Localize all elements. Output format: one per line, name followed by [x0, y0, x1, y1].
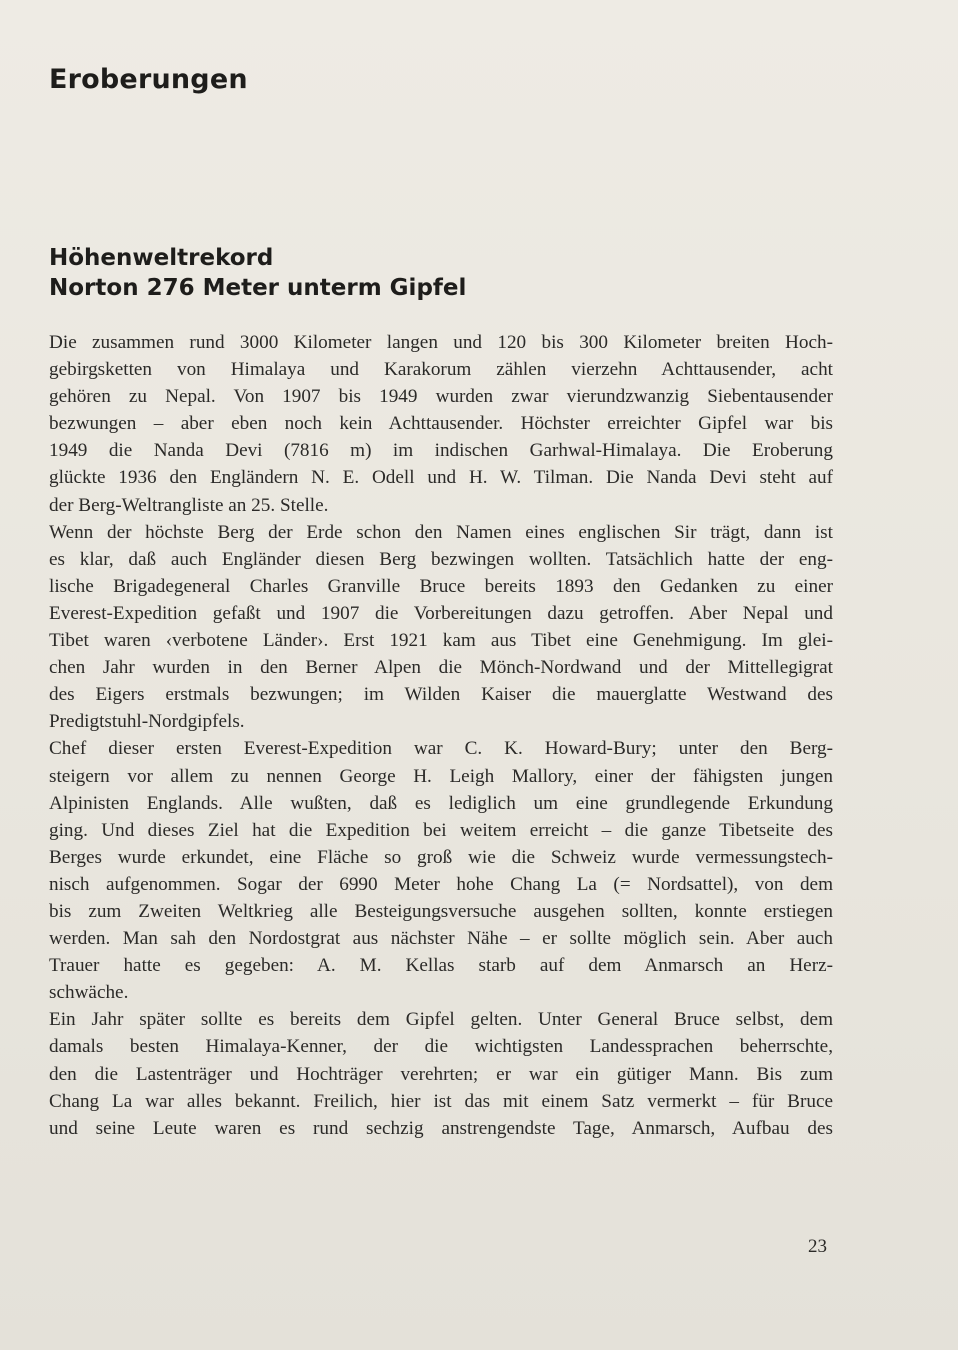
body-line: der Berg-Weltrangliste an 25. Stelle.	[49, 494, 329, 516]
article-headline	[49, 243, 466, 303]
headline-line-2: Norton 276 Meter unterm Gipfel	[49, 275, 467, 301]
body-line: Tibet waren ‹verbotene Länder›. Erst 1921 kam aus Tibet eine Genehmigung. Im glei-	[49, 630, 833, 652]
body-line: Wenn der höchste Berg der Erde schon den Namen eines englischen Sir trägt, dann ist	[49, 521, 833, 543]
headline-line-1: Höhenweltrekord	[49, 245, 274, 271]
body-text	[49, 329, 833, 1142]
body-line: bezwungen – aber eben noch kein Achttausender. Höchster erreichter Gipfel war bis	[49, 413, 833, 435]
body-line: Chang La war alles bekannt. Freilich, hier ist das mit einem Satz vermerkt – für Bruce	[49, 1090, 833, 1112]
section-title: Eroberungen	[49, 64, 248, 95]
body-line: schwäche.	[49, 982, 129, 1004]
body-line: Ein Jahr später sollte es bereits dem Gipfel gelten. Unter General Bruce selbst, dem	[49, 1009, 833, 1031]
body-line: Alpinisten Englands. Alle wußten, daß es lediglich um eine grundlegende Erkundung	[49, 792, 833, 814]
body-line: glückte 1936 den Engländern N. E. Odell und H. W. Tilman. Die Nanda Devi steht auf	[49, 467, 833, 489]
body-line: damals besten Himalaya-Kenner, der die wichtigsten Landessprachen beherrschte,	[49, 1036, 833, 1058]
body-line: Everest-Expedition gefaßt und 1907 die Vorbereitungen dazu getroffen. Aber Nepal und	[49, 602, 833, 624]
body-line: und seine Leute waren es rund sechzig anstrengendste Tage, Anmarsch, Aufbau des	[49, 1117, 833, 1139]
body-line: bis zum Zweiten Weltkrieg alle Besteigungsversuche ausgehen sollten, konnte erstiegen	[49, 900, 833, 922]
body-line: gebirgsketten von Himalaya und Karakorum zählen vierzehn Achttausender, acht	[49, 359, 833, 381]
body-line: steigern vor allem zu nennen George H. Leigh Mallory, einer der fähigsten jungen	[49, 765, 833, 787]
body-line: den die Lastenträger und Hochträger verehrten; er war ein gütiger Mann. Bis zum	[49, 1063, 833, 1085]
body-line: Die zusammen rund 3000 Kilometer langen und 120 bis 300 Kilometer breiten Hoch-	[49, 332, 833, 353]
body-line: 1949 die Nanda Devi (7816 m) im indischen Garhwal-Himalaya. Die Eroberung	[49, 440, 833, 462]
body-line: des Eigers erstmals bezwungen; im Wilden Kaiser die mauerglatte Westwand des	[49, 684, 833, 706]
body-line: lische Brigadegeneral Charles Granville Bruce bereits 1893 den Gedanken zu einer	[49, 575, 833, 597]
body-line: Trauer hatte es gegeben: A. M. Kellas starb auf dem Anmarsch an Herz-	[49, 955, 833, 977]
body-line: Berges wurde erkundet, eine Fläche so groß wie die Schweiz wurde vermessungstech-	[49, 846, 833, 868]
body-line: ging. Und dieses Ziel hat die Expedition bei weitem erreicht – die ganze Tibetseite des	[49, 819, 833, 841]
body-line: chen Jahr wurden in den Berner Alpen die Mönch-Nordwand und der Mittellegigrat	[49, 657, 833, 679]
body-line: Predigtstuhl-Nordgipfels.	[49, 711, 245, 733]
body-line: Chef dieser ersten Everest-Expedition war C. K. Howard-Bury; unter den Berg-	[49, 738, 833, 760]
body-line: gehören zu Nepal. Von 1907 bis 1949 wurden zwar vierundzwanzig Siebentausender	[49, 386, 833, 408]
body-line: werden. Man sah den Nordostgrat aus nächster Nähe – er sollte möglich sein. Aber auch	[49, 928, 833, 950]
page-number: 23	[808, 1236, 827, 1257]
body-line: nisch aufgenommen. Sogar der 6990 Meter hohe Chang La (= Nordsattel), von dem	[49, 873, 833, 895]
body-line: es klar, daß auch Engländer diesen Berg bezwingen wollten. Tatsächlich hatte der eng-	[49, 548, 833, 570]
